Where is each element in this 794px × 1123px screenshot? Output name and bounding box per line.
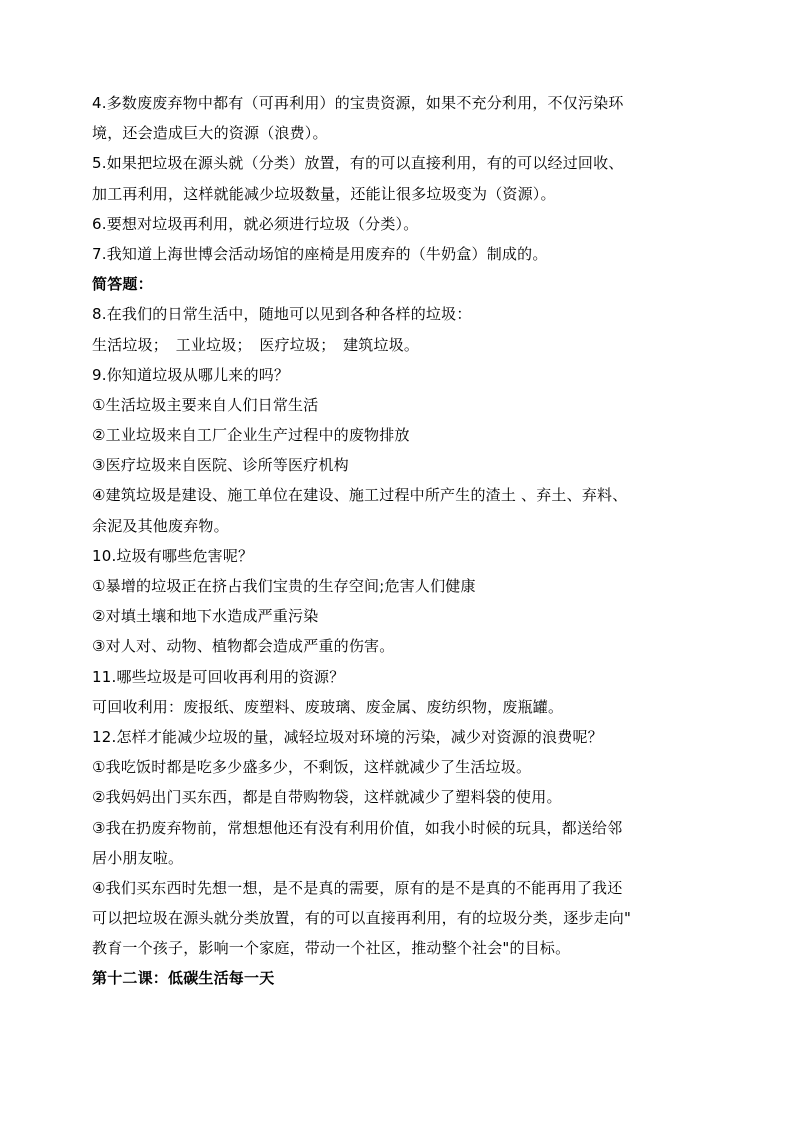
text-line-8: 8.在我们的日常生活中，随地可以见到各种各样的垃圾：	[92, 305, 472, 324]
text-line-9: 生活垃圾； 工业垃圾； 医疗垃圾； 建筑垃圾。	[92, 335, 420, 354]
section-heading-short-answer: 简答题：	[92, 275, 153, 294]
text-line-22: 12.怎样才能减少垃圾的量，减轻垃圾对环境的污染，减少对资源的浪费呢？	[92, 727, 603, 746]
text-line-13: ③医疗垃圾来自医院、诊所等医疗机构	[92, 456, 349, 475]
section-heading-lesson-12: 第十二课：低碳生活每一天	[92, 969, 275, 988]
text-line-17: ①暴增的垃圾正在挤占我们宝贵的生存空间;危害人们健康	[92, 577, 476, 595]
text-line-23: ①我吃饭时都是吃多少盛多少，不剩饭，这样就减少了生活垃圾。	[92, 758, 532, 777]
text-line-19: ③对人对、动物、植物都会造成严重的伤害。	[92, 637, 395, 656]
text-line-25: ③我在扔废弃物前，常想想他还有没有利用价值，如我小时候的玩具，都送给邻	[92, 818, 623, 837]
text-line-16: 10.垃圾有哪些危害呢？	[92, 546, 254, 565]
text-line-10: 9.你知道垃圾从哪儿来的吗？	[92, 365, 290, 384]
text-line-24: ②我妈妈出门买东西，都是自带购物袋，这样就减少了塑料袋的使用。	[92, 788, 562, 807]
text-line-1: 4.多数废废弃物中都有（可再利用）的宝贵资源，如果不充分利用，不仅污染环	[92, 94, 624, 112]
text-line-26: 居小朋友啦。	[92, 848, 184, 867]
text-line-3: 5.如果把垃圾在源头就（分类）放置，有的可以直接利用，有的可以经过回收、	[92, 154, 624, 173]
text-line-18: ②对填土壤和地下水造成严重污染	[92, 607, 319, 626]
text-line-14: ④建筑垃圾是建设、施工单位在建设、施工过程中所产生的渣土 、弃土、弃料、	[92, 486, 628, 505]
text-line-29: 教育一个孩子，影响一个家庭，带动一个社区，推动整个社会"的目标。	[92, 939, 571, 958]
text-line-4: 加工再利用，这样就能减少垃圾数量，还能让很多垃圾变为（资源）。	[92, 184, 556, 203]
text-line-27: ④我们买东西时先想一想，是不是真的需要，原有的是不是真的不能再用了我还	[92, 878, 623, 897]
text-line-15: 余泥及其他废弃物。	[92, 516, 229, 535]
text-line-2: 境，还会造成巨大的资源（浪费）。	[92, 124, 328, 143]
text-line-21: 可回收利用：废报纸、废塑料、废玻璃、废金属、废纺织物，废瓶罐。	[92, 697, 564, 716]
text-line-5: 6.要想对垃圾再利用，就必须进行垃圾（分类）。	[92, 214, 419, 233]
document-page	[92, 88, 712, 994]
text-line-6: 7.我知道上海世博会活动场馆的座椅是用废弃的（牛奶盒）制成的。	[92, 244, 548, 263]
text-line-20: 11.哪些垃圾是可回收再利用的资源？	[92, 667, 345, 686]
text-line-28: 可以把垃圾在源头就分类放置，有的可以直接再利用，有的垃圾分类，逐步走向"	[92, 909, 632, 928]
text-line-11: ①生活垃圾主要来自人们日常生活	[92, 395, 319, 414]
text-line-12: ②工业垃圾来自工厂企业生产过程中的废物排放	[92, 426, 410, 445]
